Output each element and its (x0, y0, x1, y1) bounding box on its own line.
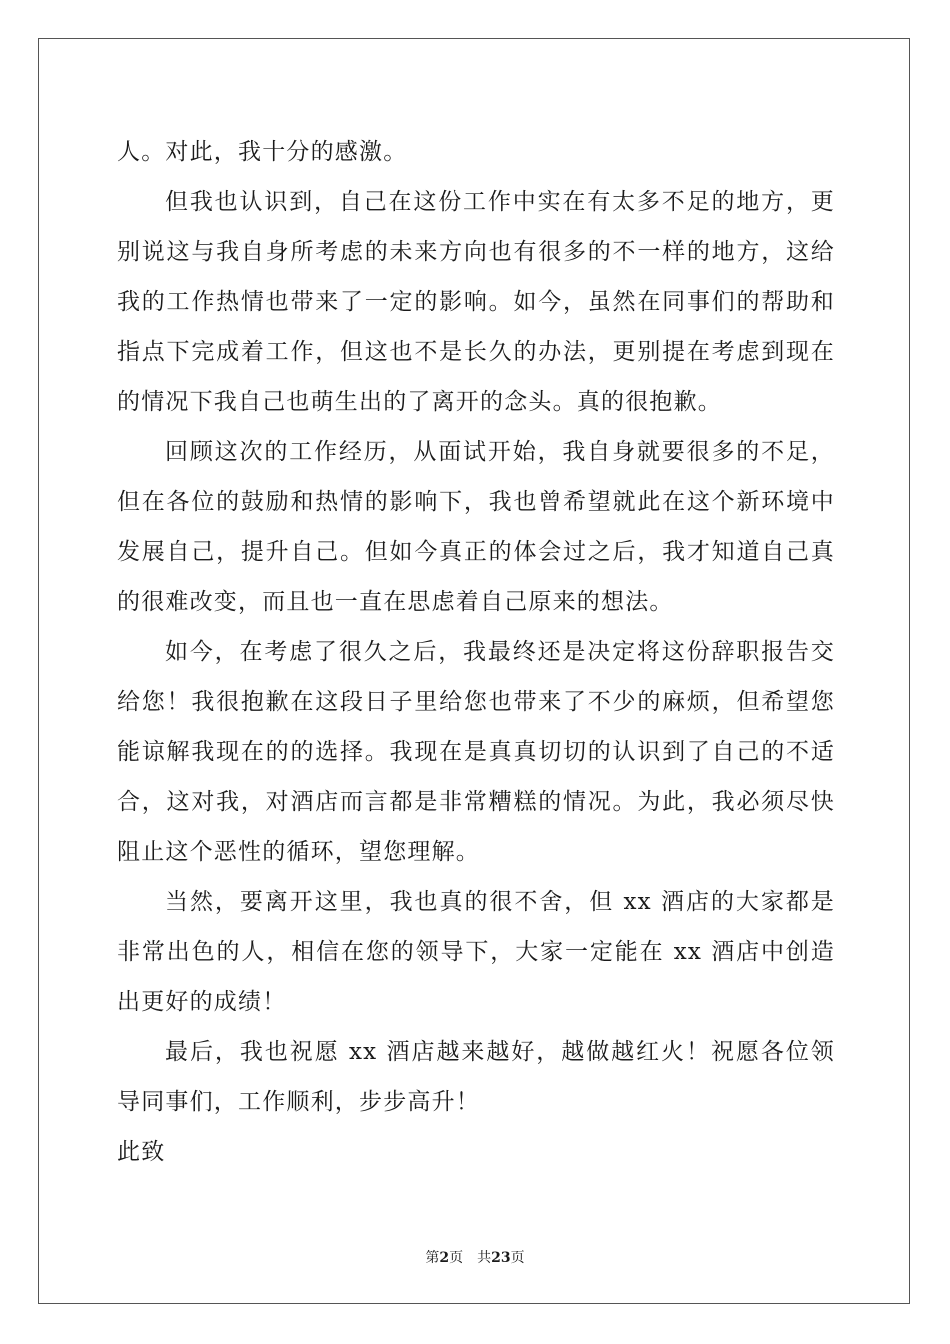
total-suffix: 页 (510, 1250, 525, 1266)
page-suffix: 页 (449, 1250, 464, 1266)
paragraph-2: 但我也认识到，自己在这份工作中实在有太多不足的地方，更别说这与我自身所考虑的未来方向也有很多的不一样的地方，这给我的工作热情也带来了一定的影响。如今，虽然在同事们的帮助和指点下完成着工作，但这也不是长久的办法，更别提在考虑到现在的情况下我自己也萌生出的了离开的念头。真的很抱歉。 (117, 189, 835, 415)
total-prefix: 共 (477, 1250, 492, 1266)
page-prefix: 第 (425, 1250, 440, 1266)
paragraph-5: 当然，要离开这里，我也真的很不舍，但 xx 酒店的大家都是非常出色的人，相信在您的领导下，大家一定能在 xx 酒店中创造出更好的成绩！ (117, 889, 835, 1015)
closing-salutation: 此致 (117, 1139, 166, 1165)
paragraph-6: 最后，我也祝愿 xx 酒店越来越好，越做越红火！祝愿各位领导同事们，工作顺利，步步高升！ (117, 1039, 835, 1115)
page-footer (0, 1248, 950, 1268)
paragraph-1: 人。对此，我十分的感激。 (117, 139, 408, 165)
total-page-count: 23 (491, 1250, 511, 1266)
paragraph-4: 如今，在考虑了很久之后，我最终还是决定将这份辞职报告交给您！我很抱歉在这段日子里给您也带来了不少的麻烦，但希望您能谅解我现在的的选择。我现在是真真切切的认识到了自己的不适合，这对我，对酒店而言都是非常糟糕的情况。为此，我必须尽快阻止这个恶性的循环，望您理解。 (117, 639, 835, 865)
current-page-number: 2 (439, 1250, 450, 1266)
paragraph-3: 回顾这次的工作经历，从面试开始，我自身就要很多的不足，但在各位的鼓励和热情的影响下，我也曾希望就此在这个新环境中发展自己，提升自己。但如今真正的体会过之后，我才知道自己真的很难改变，而且也一直在思虑着自己原来的想法。 (117, 439, 835, 615)
document-body (117, 127, 835, 1177)
